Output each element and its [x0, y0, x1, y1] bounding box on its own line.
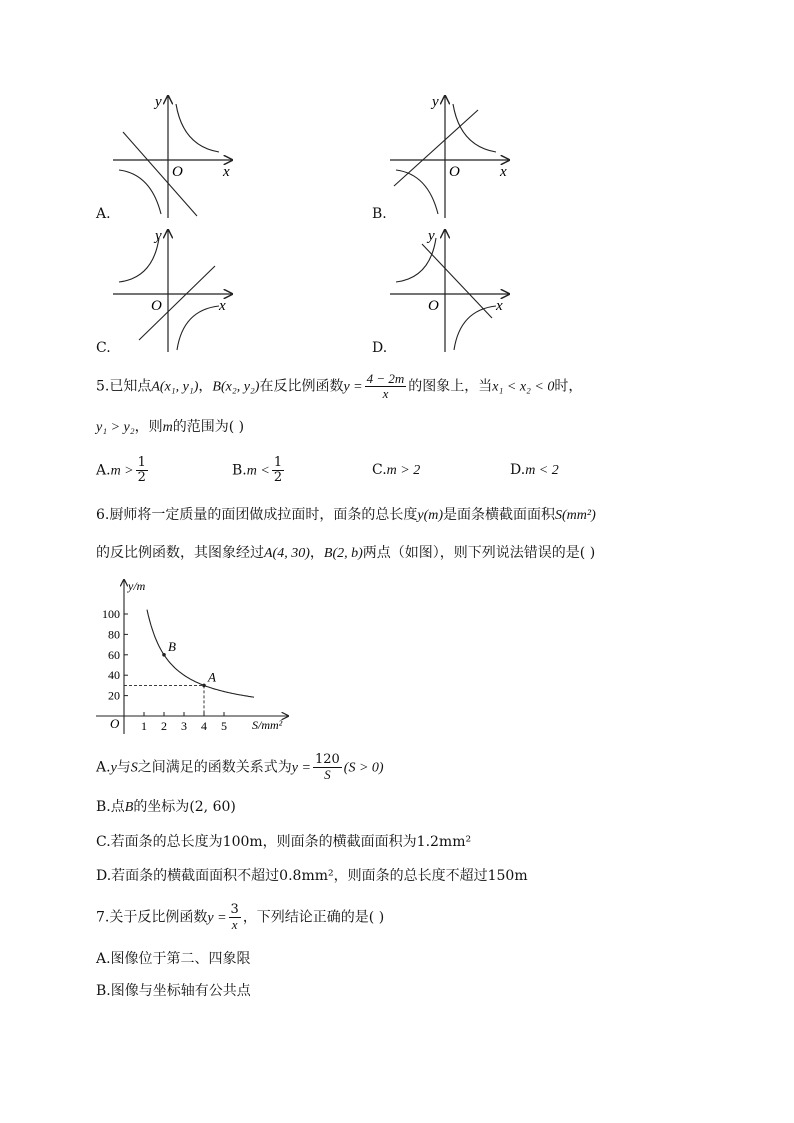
- q6-line1: 6.厨师将一定质量的面团做成拉面时，面条的总长度y(m)是面条横截面面积S(mm²): [96, 507, 596, 523]
- chart-point-b: [162, 653, 166, 657]
- graph-b-label[interactable]: B.: [372, 206, 387, 222]
- graph-d-label[interactable]: D.: [372, 340, 388, 356]
- svg-text:x: x: [219, 298, 226, 314]
- q5-option-a[interactable]: A.m > $\frac{1}{2}$: [96, 455, 146, 485]
- hyperbola-branch-upper: [176, 104, 219, 152]
- svg-text:O: O: [449, 164, 460, 180]
- q5-fraction: $\frac{4 - 2m}{x}$: [366, 371, 405, 401]
- chart-x-label: S/mm²: [252, 718, 283, 732]
- chart-point-label-a: A: [208, 669, 216, 685]
- svg-text:y: y: [432, 94, 439, 110]
- chart-y-tick-label: 20: [108, 688, 120, 703]
- q6-chart: [92, 574, 304, 740]
- chart-x-tick-label: 5: [221, 719, 227, 733]
- q6-option-b[interactable]: B.点B的坐标为(2, 60): [96, 799, 236, 815]
- chart-x-tick-label: 2: [161, 719, 167, 733]
- chart-x-tick-label: 3: [181, 719, 187, 733]
- q5-option-c[interactable]: C.m > 2: [372, 462, 421, 478]
- chart-origin-label: O: [110, 716, 120, 731]
- q7-option-b[interactable]: B.图像与坐标轴有公共点: [96, 983, 251, 999]
- q6-option-c[interactable]: C.若面条的总长度为100m，则面条的横截面面积为1.2mm²: [96, 834, 472, 850]
- graph-c-label[interactable]: C.: [96, 340, 111, 356]
- svg-text:x: x: [496, 298, 503, 314]
- q5-option-d[interactable]: D.m < 2: [510, 462, 559, 478]
- graph-a-label[interactable]: A.: [96, 206, 111, 222]
- origin-label: O: [172, 164, 183, 180]
- chart-x-tick-label: 4: [201, 719, 207, 733]
- axis-label-y: y: [155, 94, 162, 110]
- graph-option-b: [372, 88, 522, 223]
- q7-stem: 7.关于反比例函数y = $\frac{3}{x}$ ，下列结论正确的是( ): [96, 902, 385, 932]
- q6-line2: 的反比例函数，其图象经过A(4, 30)，B(2, b)两点（如图），则下列说法错误的是( ): [96, 545, 596, 561]
- axis-label-x: x: [223, 164, 230, 180]
- graph-option-a: [95, 88, 245, 223]
- chart-x-tick-label: 1: [141, 719, 147, 733]
- svg-text:O: O: [151, 298, 162, 314]
- chart-point-a: [202, 684, 206, 688]
- q6-option-a[interactable]: A.y与S之间满足的函数关系式为y = $\frac{120}{S}$ (S > 0): [96, 752, 384, 782]
- chart-y-tick-label: 60: [108, 647, 120, 662]
- chart-y-tick-label: 100: [102, 607, 120, 621]
- q7-option-a[interactable]: A.图像位于第二、四象限: [96, 951, 251, 967]
- svg-text:O: O: [428, 298, 439, 314]
- q6-option-d[interactable]: D.若面条的横截面面积不超过0.8mm²，则面条的总长度不超过150m: [96, 868, 528, 884]
- svg-text:y: y: [428, 228, 435, 244]
- chart-point-label-b: B: [168, 638, 176, 654]
- q5-line2: y₁ > y₂，则m的范围为( ): [96, 419, 245, 435]
- hyperbola-branch-lower: [119, 170, 161, 214]
- chart-y-tick-label: 40: [108, 668, 120, 683]
- chart-y-tick-label: 80: [108, 627, 120, 642]
- q5-option-b[interactable]: B.m < $\frac{1}{2}$: [232, 455, 283, 485]
- q5-line1: 5.已知点A(x₁, y₁)，B(x₂, y₂)在反比例函数y = $\frac{4 - 2m}{x}$ 的图象上，当x₁ < x₂ < 0时，: [96, 371, 583, 401]
- graph-option-c: [95, 222, 245, 357]
- graph-option-d: [372, 222, 522, 357]
- svg-text:y: y: [155, 228, 162, 244]
- svg-text:x: x: [500, 164, 507, 180]
- chart-y-label: y/m: [128, 579, 146, 593]
